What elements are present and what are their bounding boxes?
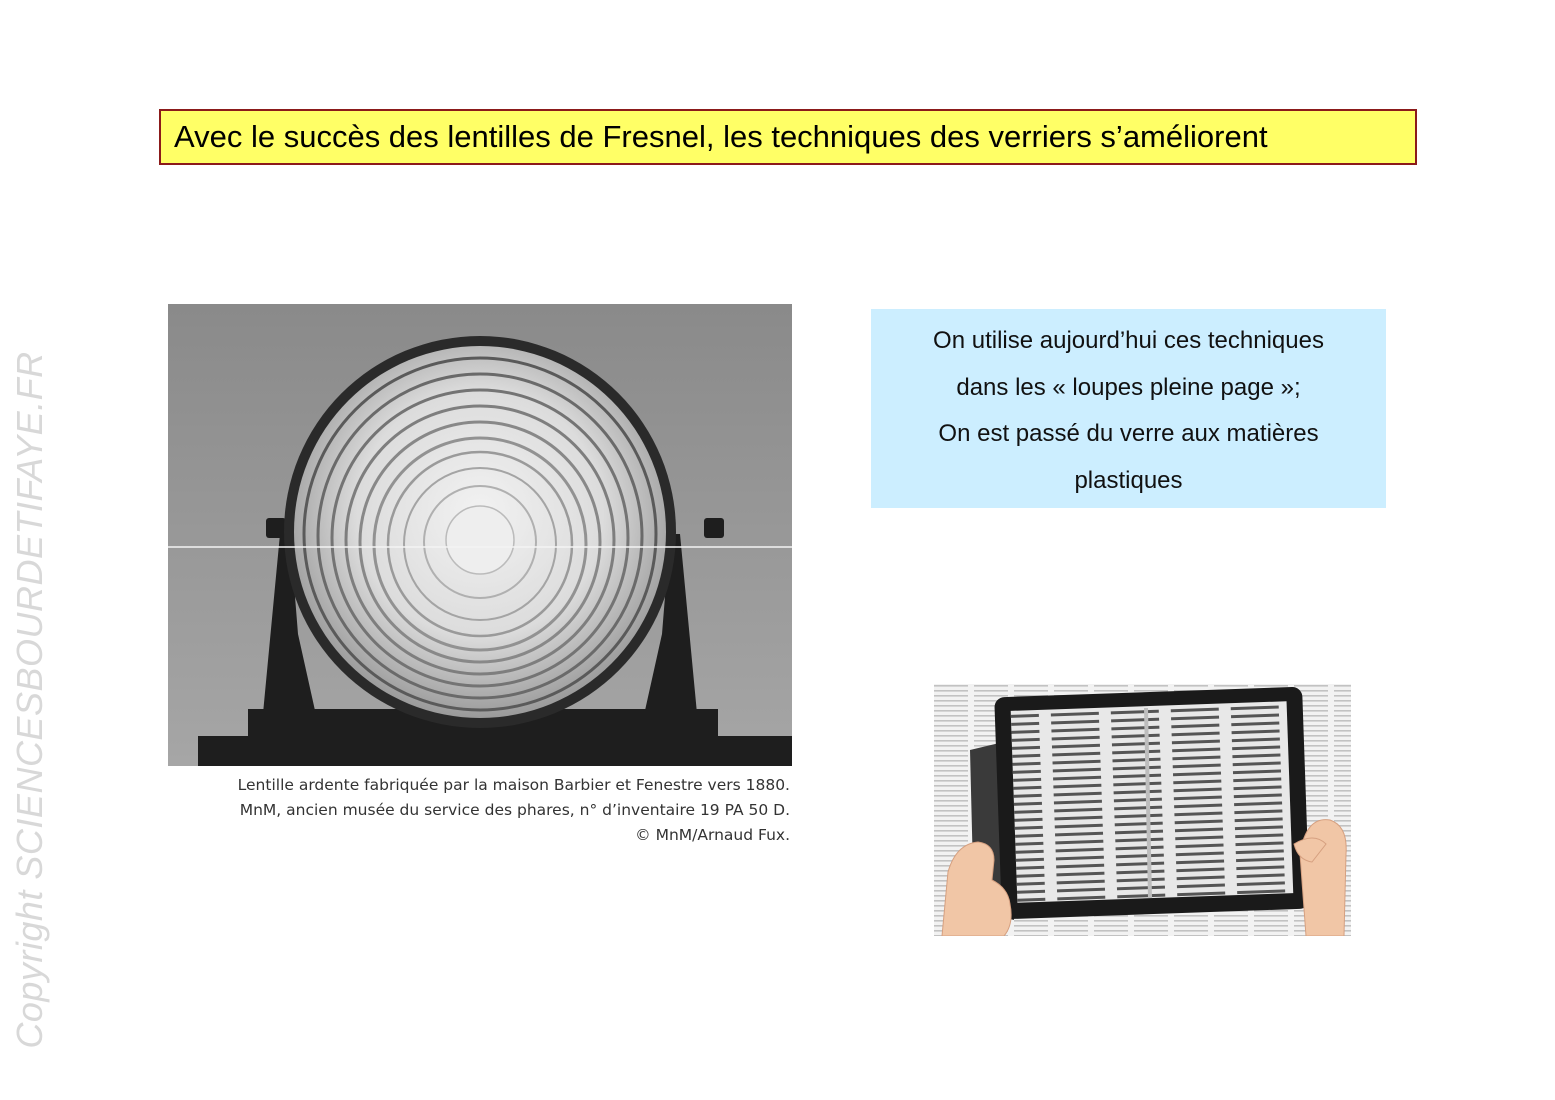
info-line: dans les « loupes pleine page »; [956, 373, 1301, 401]
lens-rings [284, 336, 676, 728]
caption-line: © MnM/Arnaud Fux. [635, 826, 790, 844]
fresnel-lens-photo [168, 304, 792, 766]
caption-line: MnM, ancien musée du service des phares, n° d’inventaire 19 PA 50 D. [239, 801, 790, 819]
info-line: On utilise aujourd’hui ces techniques [933, 327, 1324, 354]
info-line: plastiques [1074, 466, 1183, 494]
info-box [871, 309, 1386, 508]
magnifier-sheet [970, 687, 1310, 920]
slide-title: Avec le succès des lentilles de Fresnel, les techniques des verriers s’améliorent [159, 109, 1417, 165]
caption-line: Lentille ardente fabriquée par la maison Barbier et Fenestre vers 1880. [237, 776, 790, 794]
lens-caption [168, 773, 790, 848]
copyright-watermark: Copyright SCIENCESBOURDETIFAYE.FR [9, 351, 50, 1049]
page-magnifier-photo [934, 684, 1351, 936]
info-line: On est passé du verre aux matières [938, 420, 1319, 447]
